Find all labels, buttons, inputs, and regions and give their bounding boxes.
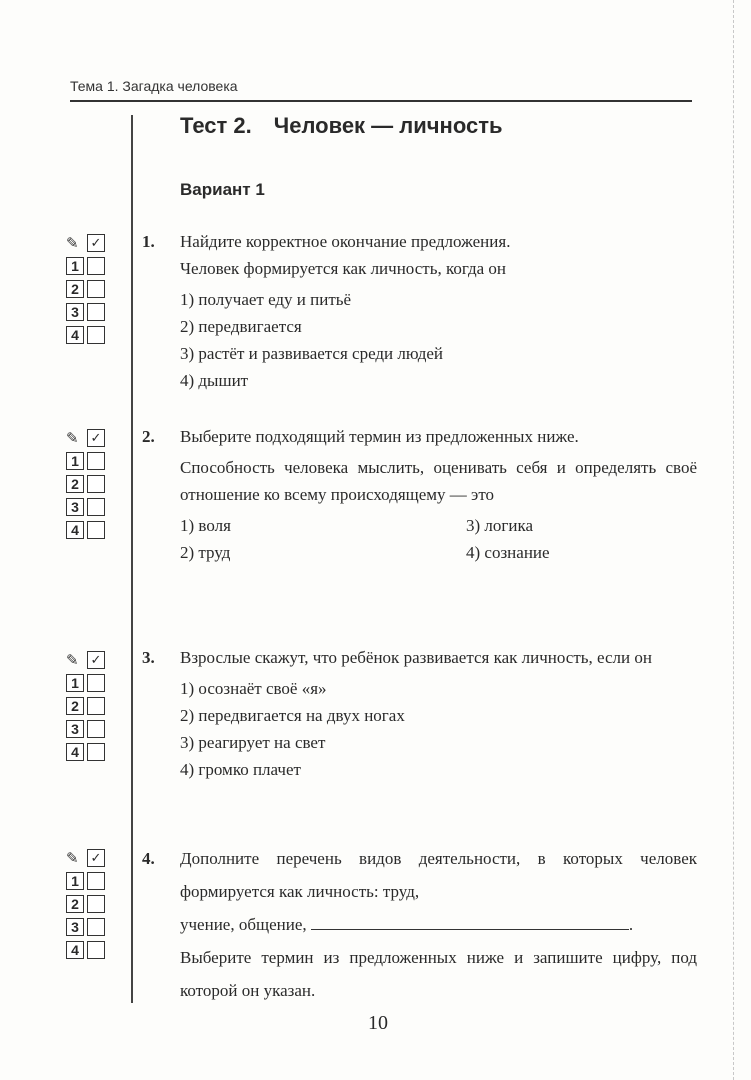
answer-option: 4) сознание <box>466 543 550 562</box>
check-icon: ✓ <box>90 430 102 446</box>
answer-option: 3) реагирует на свет <box>180 733 326 752</box>
answer-boxes-q3 <box>66 650 105 765</box>
margin-vertical-rule <box>131 115 133 1003</box>
answer-option: 4) дышит <box>180 371 249 390</box>
pen-icon: ✎ <box>66 651 79 669</box>
answer-boxes-q1 <box>66 233 105 348</box>
variant-heading: Вариант 1 <box>180 180 265 199</box>
fill-suffix: . <box>628 915 634 934</box>
pen-icon: ✎ <box>66 234 79 252</box>
question-1 <box>142 228 697 394</box>
answer-box[interactable] <box>87 452 105 470</box>
question-2 <box>142 423 697 566</box>
question-stem: Человек формируется как личность, когда он <box>180 259 507 278</box>
answer-boxes-q2 <box>66 428 105 543</box>
answer-option: 3) логика <box>466 516 534 535</box>
header-text: Тема 1. Загадка человека <box>70 78 238 94</box>
option-number-box: 4 <box>66 941 84 959</box>
question-instruction: Выберите термин из предложенных ниже и запишите цифру, под которой он указан. <box>180 948 697 1000</box>
option-number-box: 4 <box>66 521 84 539</box>
answer-box[interactable] <box>87 674 105 692</box>
answer-box[interactable] <box>87 498 105 516</box>
answer-box[interactable] <box>87 895 105 913</box>
check-icon: ✓ <box>90 652 102 668</box>
option-number-box: 1 <box>66 452 84 470</box>
answer-box[interactable] <box>87 720 105 738</box>
option-number-box: 2 <box>66 280 84 298</box>
answer-option: 4) громко плачет <box>180 760 301 779</box>
answer-box[interactable] <box>87 475 105 493</box>
option-number-box: 2 <box>66 895 84 913</box>
page-edge-dotted-line <box>733 0 734 1080</box>
option-number-box: 3 <box>66 303 84 321</box>
answer-box[interactable] <box>87 918 105 936</box>
answer-option: 2) труд <box>180 543 231 562</box>
answer-box[interactable] <box>87 872 105 890</box>
fill-prefix: учение, общение, <box>180 915 307 934</box>
answer-box[interactable] <box>87 326 105 344</box>
option-number-box: 2 <box>66 475 84 493</box>
question-prompt: Выберите подходящий термин из предложенных ниже. <box>180 427 579 446</box>
option-number-box: 2 <box>66 697 84 715</box>
option-number-box: 3 <box>66 498 84 516</box>
answer-box[interactable] <box>87 697 105 715</box>
answer-box[interactable] <box>87 521 105 539</box>
question-number: 1. <box>142 232 155 251</box>
check-icon: ✓ <box>90 850 102 866</box>
answer-blank-line[interactable] <box>311 915 629 930</box>
check-box[interactable] <box>87 651 105 669</box>
answer-option: 1) воля <box>180 516 231 535</box>
answer-box[interactable] <box>87 280 105 298</box>
question-number: 3. <box>142 648 155 667</box>
option-number-box: 4 <box>66 743 84 761</box>
question-stem: Способность человека мыслить, оценивать себя и определять своё отношение ко всему происходящему — это <box>180 458 697 504</box>
question-prompt: Найдите корректное окончание предложения. <box>180 232 511 251</box>
question-prompt: Взрослые скажут, что ребёнок развивается как личность, если он <box>180 648 652 667</box>
check-box[interactable] <box>87 429 105 447</box>
option-number-box: 3 <box>66 918 84 936</box>
test-title-name: Человек — личность <box>273 113 503 138</box>
answer-box[interactable] <box>87 303 105 321</box>
answer-option: 2) передвигается на двух ногах <box>180 706 405 725</box>
answer-option: 3) растёт и развивается среди людей <box>180 344 444 363</box>
check-box[interactable] <box>87 849 105 867</box>
pen-icon: ✎ <box>66 429 79 447</box>
check-icon: ✓ <box>90 235 102 251</box>
answer-box[interactable] <box>87 941 105 959</box>
question-4 <box>142 842 697 1007</box>
answer-option: 1) осознаёт своё «я» <box>180 679 327 698</box>
question-3 <box>142 644 697 783</box>
option-number-box: 1 <box>66 872 84 890</box>
answer-box[interactable] <box>87 257 105 275</box>
question-fill-line <box>180 908 697 941</box>
answer-box[interactable] <box>87 743 105 761</box>
page-number: 10 <box>368 1012 388 1034</box>
option-number-box: 1 <box>66 257 84 275</box>
question-number: 4. <box>142 849 155 868</box>
running-header <box>70 78 692 102</box>
option-number-box: 4 <box>66 326 84 344</box>
option-number-box: 3 <box>66 720 84 738</box>
test-title <box>180 113 503 139</box>
check-box[interactable] <box>87 234 105 252</box>
question-number: 2. <box>142 427 155 446</box>
test-title-number: Тест 2. <box>180 113 252 138</box>
answer-option: 2) передвигается <box>180 317 302 336</box>
answer-boxes-q4 <box>66 848 105 963</box>
answer-option: 1) получает еду и питьё <box>180 290 352 309</box>
option-number-box: 1 <box>66 674 84 692</box>
question-prompt: Дополните перечень видов деятельности, в которых человек формируется как личность: труд, <box>180 849 697 901</box>
pen-icon: ✎ <box>66 849 79 867</box>
